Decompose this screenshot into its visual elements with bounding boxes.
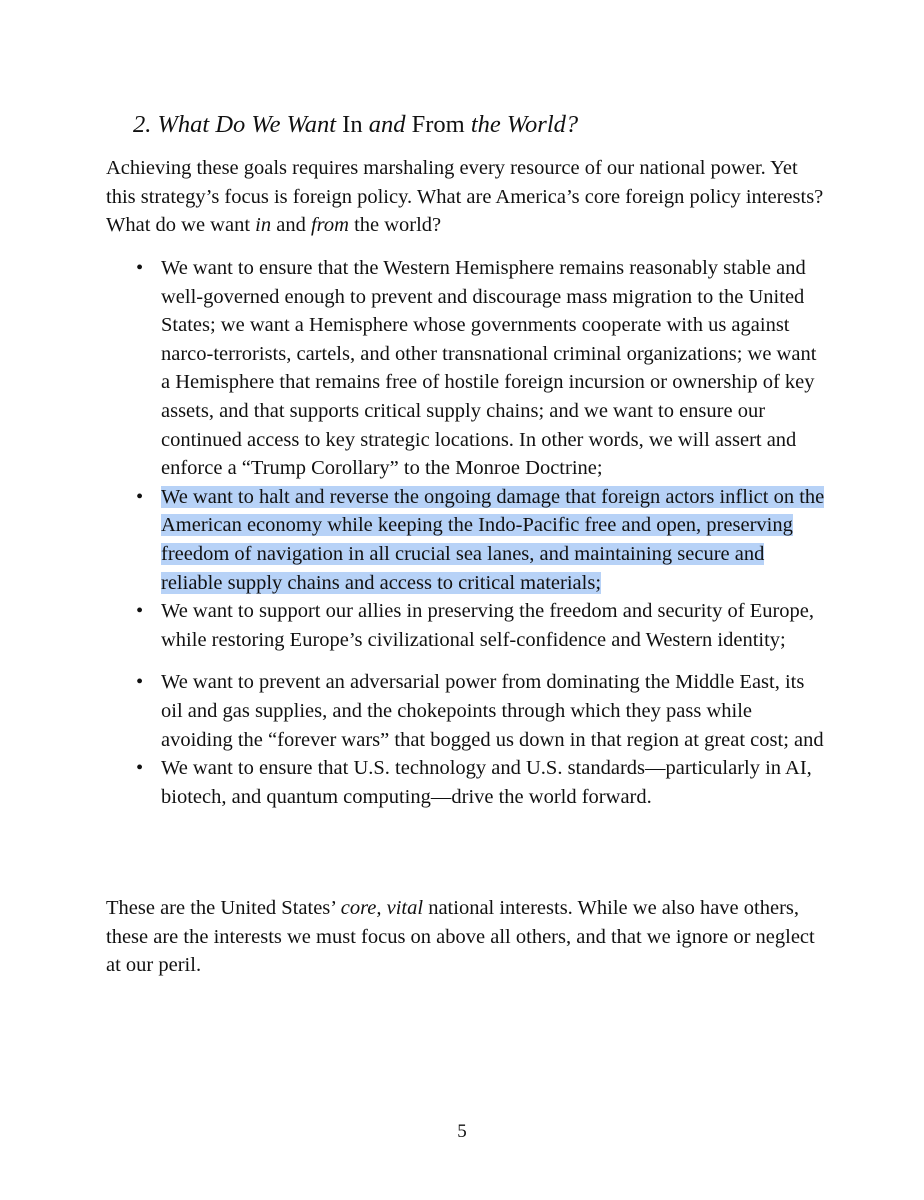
list-item-text: We want to support our allies in preserving the freedom and security of Europe, while restoring Europe’s civilizational self-confidence and Western identity; bbox=[161, 600, 815, 651]
intro-emphasis-in: in bbox=[255, 214, 272, 237]
section-title-part: In bbox=[342, 111, 363, 138]
intro-text: the world? bbox=[348, 214, 442, 237]
intro-text: and bbox=[271, 214, 311, 237]
bullet-icon: • bbox=[136, 671, 144, 694]
intro-text: Achieving these goals requires marshaling every resource of our national power. Yet this strategy’s focus is foreign policy. What are America’s core foreign policy interests? What do we want bbox=[106, 157, 824, 237]
bullet-icon: • bbox=[136, 600, 144, 623]
section-title-part: the World? bbox=[470, 111, 579, 138]
intro-emphasis-from: from bbox=[310, 214, 349, 237]
list-item bbox=[106, 254, 826, 483]
closing-text: national interests. While we also have others, these are the interests we must focus on above all others, and that we ignore or neglect at our peril. bbox=[106, 897, 815, 977]
list-item-highlighted bbox=[106, 483, 826, 597]
list-item-text: We want to prevent an adversarial power from dominating the Middle East, its oil and gas supplies, and the chokepoints through which they pass while avoiding the “forever wars” that bogged us down in that region at great cost; and bbox=[161, 671, 824, 751]
bullet-icon: • bbox=[136, 257, 144, 279]
page-number: 5 bbox=[457, 1121, 467, 1142]
list-item bbox=[106, 754, 826, 811]
bullet-icon: • bbox=[136, 757, 144, 780]
list-item bbox=[106, 597, 826, 654]
section-title-part: and bbox=[368, 111, 406, 138]
bullet-icon: • bbox=[136, 485, 144, 508]
section-title-part: What Do We Want bbox=[157, 111, 337, 138]
section-title-part: From bbox=[411, 111, 465, 138]
closing-paragraph bbox=[106, 894, 826, 980]
highlighted-text-selection[interactable]: We want to halt and reverse the ongoing damage that foreign actors inflict on the American economy while keeping the Indo-Pacific free and open, preserving freedom of navigation in all crucial sea lanes, and maintaining secure and reliable supply chains and access to critical materials; bbox=[161, 485, 825, 594]
section-heading bbox=[133, 108, 578, 142]
list-item-text: We want to ensure that U.S. technology and U.S. standards—particularly in AI, biotech, and quantum computing—drive the world forward. bbox=[161, 757, 812, 808]
closing-text: These are the United States’ bbox=[106, 897, 341, 919]
section-number: 2. bbox=[133, 111, 152, 138]
list-item bbox=[106, 668, 826, 754]
intro-paragraph bbox=[106, 154, 826, 240]
closing-emphasis: core, vital bbox=[340, 897, 424, 919]
interests-list bbox=[106, 254, 826, 811]
list-item-text: We want to ensure that the Western Hemisphere remains reasonably stable and well-governed enough to prevent and discourage mass migration to the United States; we want a Hemisphere whose governments cooperate with us against narco-terrorists, cartels, and other transnational criminal organizations; we want a Hemisphere that remains free of hostile foreign incursion or ownership of key assets, and that supports critical supply chains; and we want to ensure our continued access to key strategic locations. In other words, we will assert and enforce a “Trump Corollary” to the Monroe Doctrine; bbox=[161, 257, 817, 480]
